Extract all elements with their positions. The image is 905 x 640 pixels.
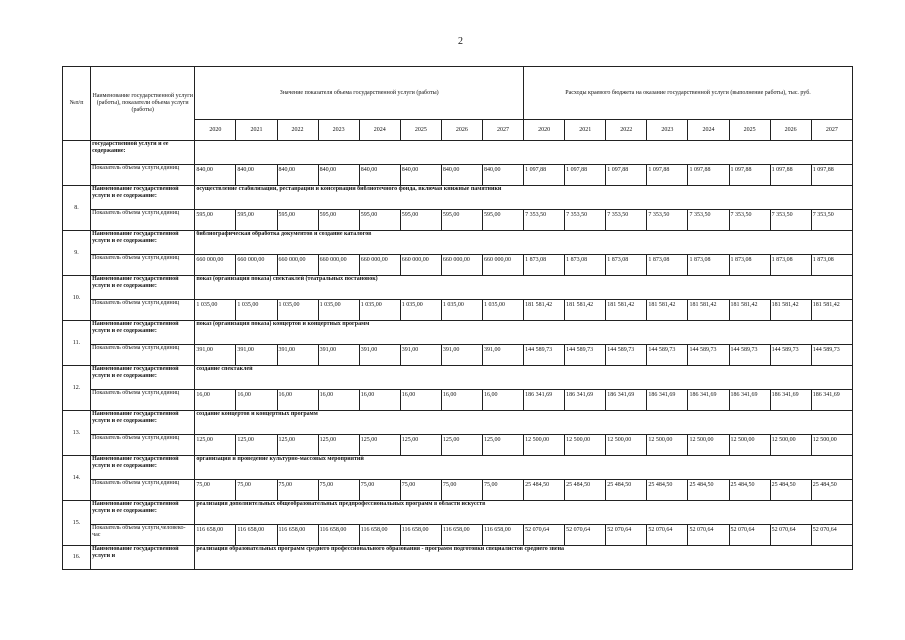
volume-value-cell: 840,00 <box>277 165 318 186</box>
expense-value-cell: 7 353,50 <box>729 210 770 231</box>
expense-value-cell: 1 873,08 <box>770 255 811 276</box>
volume-value-cell: 1 035,00 <box>359 300 400 321</box>
volume-value-cell: 391,00 <box>482 345 523 366</box>
volume-value-cell: 391,00 <box>400 345 441 366</box>
row-number: 15. <box>63 501 91 546</box>
service-name-row <box>63 186 853 210</box>
expense-value-cell: 25 484,50 <box>606 480 647 501</box>
volume-value-cell: 660 000,00 <box>318 255 359 276</box>
expense-value-cell: 181 581,42 <box>647 300 688 321</box>
service-name-row <box>63 231 853 255</box>
volume-value-cell: 16,00 <box>400 390 441 411</box>
expense-value-cell: 144 589,73 <box>811 345 852 366</box>
expense-value-cell: 12 500,00 <box>729 435 770 456</box>
header-year-values: 2021 <box>236 120 277 141</box>
expense-value-cell: 1 873,08 <box>524 255 565 276</box>
expense-value-cell: 1 097,88 <box>606 165 647 186</box>
expense-value-cell: 181 581,42 <box>688 300 729 321</box>
row-number: 16. <box>63 546 91 570</box>
indicator-row <box>63 165 853 186</box>
indicator-label: Показатель объема услуги,единиц <box>91 480 195 501</box>
row-number: 9. <box>63 231 91 276</box>
indicator-row <box>63 345 853 366</box>
expense-value-cell: 1 873,08 <box>647 255 688 276</box>
row-number: 10. <box>63 276 91 321</box>
service-name-label: Наименование государственной услуги и ее содержание: <box>91 366 195 390</box>
volume-value-cell: 16,00 <box>441 390 482 411</box>
service-name-label: Наименование государственной услуги и <box>91 546 195 570</box>
indicator-row <box>63 300 853 321</box>
volume-value-cell: 391,00 <box>318 345 359 366</box>
page-number: 2 <box>458 36 463 47</box>
service-description: реализация дополнительных общеобразовательных предпрофессиональных программ в области искусств <box>195 501 853 525</box>
expense-value-cell: 52 070,64 <box>565 525 606 546</box>
expense-value-cell: 25 484,50 <box>729 480 770 501</box>
service-name-label: Наименование государственной услуги и ее содержание: <box>91 456 195 480</box>
volume-value-cell: 660 000,00 <box>236 255 277 276</box>
expense-value-cell: 144 589,73 <box>565 345 606 366</box>
volume-value-cell: 840,00 <box>359 165 400 186</box>
volume-value-cell: 1 035,00 <box>195 300 236 321</box>
expense-value-cell: 25 484,50 <box>770 480 811 501</box>
volume-value-cell: 840,00 <box>236 165 277 186</box>
expense-value-cell: 25 484,50 <box>811 480 852 501</box>
header-budget-expenses: Расходы краевого бюджета на оказание государственной услуги (выполнение работы), тыс. руб. <box>524 67 853 120</box>
expense-value-cell: 186 341,69 <box>565 390 606 411</box>
header-year-values: 2025 <box>400 120 441 141</box>
expense-value-cell: 144 589,73 <box>688 345 729 366</box>
expense-value-cell: 12 500,00 <box>688 435 729 456</box>
expense-value-cell: 1 873,08 <box>811 255 852 276</box>
expense-value-cell: 1 097,88 <box>811 165 852 186</box>
expense-value-cell: 12 500,00 <box>770 435 811 456</box>
indicator-row <box>63 480 853 501</box>
expense-value-cell: 25 484,50 <box>565 480 606 501</box>
expense-value-cell: 186 341,69 <box>688 390 729 411</box>
expense-value-cell: 7 353,50 <box>524 210 565 231</box>
expense-value-cell: 1 097,88 <box>524 165 565 186</box>
volume-value-cell: 391,00 <box>277 345 318 366</box>
expense-value-cell: 7 353,50 <box>770 210 811 231</box>
service-description: создание спектаклей <box>195 366 853 390</box>
service-name-row <box>63 141 853 165</box>
volume-value-cell: 75,00 <box>400 480 441 501</box>
volume-value-cell: 75,00 <box>195 480 236 501</box>
service-name-row <box>63 366 853 390</box>
volume-value-cell: 660 000,00 <box>277 255 318 276</box>
volume-value-cell: 125,00 <box>359 435 400 456</box>
expense-value-cell: 181 581,42 <box>811 300 852 321</box>
expense-value-cell: 7 353,50 <box>647 210 688 231</box>
expense-value-cell: 144 589,73 <box>729 345 770 366</box>
expense-value-cell: 12 500,00 <box>565 435 606 456</box>
expense-value-cell: 181 581,42 <box>565 300 606 321</box>
expense-value-cell: 186 341,69 <box>729 390 770 411</box>
service-name-row <box>63 276 853 300</box>
volume-value-cell: 75,00 <box>359 480 400 501</box>
indicator-label: Показатель объема услуги,единиц <box>91 390 195 411</box>
expense-value-cell: 186 341,69 <box>811 390 852 411</box>
volume-value-cell: 116 658,00 <box>482 525 523 546</box>
volume-value-cell: 116 658,00 <box>359 525 400 546</box>
expense-value-cell: 181 581,42 <box>606 300 647 321</box>
indicator-row <box>63 210 853 231</box>
volume-value-cell: 1 035,00 <box>277 300 318 321</box>
volume-value-cell: 660 000,00 <box>441 255 482 276</box>
row-number <box>63 141 91 186</box>
service-description: реализация образовательных программ среднего профессионального образования - программ подготовки специалистов среднего звена <box>195 546 853 570</box>
expense-value-cell: 144 589,73 <box>770 345 811 366</box>
service-description: организация и проведение культурно-массовых мероприятий <box>195 456 853 480</box>
header-year-expenses: 2027 <box>811 120 852 141</box>
volume-value-cell: 840,00 <box>482 165 523 186</box>
header-year-expenses: 2020 <box>524 120 565 141</box>
expense-value-cell: 1 873,08 <box>565 255 606 276</box>
volume-value-cell: 116 658,00 <box>195 525 236 546</box>
volume-value-cell: 595,00 <box>195 210 236 231</box>
expense-value-cell: 1 097,88 <box>770 165 811 186</box>
expense-value-cell: 186 341,69 <box>770 390 811 411</box>
volume-value-cell: 840,00 <box>195 165 236 186</box>
expense-value-cell: 1 873,08 <box>688 255 729 276</box>
expense-value-cell: 181 581,42 <box>524 300 565 321</box>
header-year-values: 2020 <box>195 120 236 141</box>
service-description: показ (организация показа) концертов и концертных программ <box>195 321 853 345</box>
services-table <box>62 66 853 570</box>
service-name-row <box>63 546 853 570</box>
expense-value-cell: 52 070,64 <box>770 525 811 546</box>
service-name-label: Наименование государственной услуги и ее содержание: <box>91 186 195 210</box>
service-name-row <box>63 411 853 435</box>
volume-value-cell: 16,00 <box>482 390 523 411</box>
expense-value-cell: 186 341,69 <box>647 390 688 411</box>
expense-value-cell: 52 070,64 <box>647 525 688 546</box>
expense-value-cell: 7 353,50 <box>811 210 852 231</box>
row-number: 13. <box>63 411 91 456</box>
volume-value-cell: 16,00 <box>236 390 277 411</box>
service-name-label: Наименование государственной услуги и ее содержание: <box>91 276 195 300</box>
service-name-label: Наименование государственной услуги и ее содержание: <box>91 411 195 435</box>
expense-value-cell: 1 873,08 <box>606 255 647 276</box>
expense-value-cell: 1 873,08 <box>729 255 770 276</box>
expense-value-cell: 144 589,73 <box>606 345 647 366</box>
volume-value-cell: 116 658,00 <box>236 525 277 546</box>
expense-value-cell: 1 097,88 <box>688 165 729 186</box>
expense-value-cell: 25 484,50 <box>524 480 565 501</box>
expense-value-cell: 12 500,00 <box>524 435 565 456</box>
service-description <box>195 141 853 165</box>
service-name-row <box>63 501 853 525</box>
expense-value-cell: 186 341,69 <box>606 390 647 411</box>
volume-value-cell: 116 658,00 <box>441 525 482 546</box>
volume-value-cell: 16,00 <box>318 390 359 411</box>
indicator-label: Показатель объема услуги,единиц <box>91 210 195 231</box>
expense-value-cell: 52 070,64 <box>688 525 729 546</box>
indicator-row <box>63 390 853 411</box>
volume-value-cell: 125,00 <box>441 435 482 456</box>
volume-value-cell: 75,00 <box>441 480 482 501</box>
volume-value-cell: 116 658,00 <box>277 525 318 546</box>
volume-value-cell: 391,00 <box>236 345 277 366</box>
service-description: создание концертов и концертных программ <box>195 411 853 435</box>
header-number: №п/п <box>63 67 91 141</box>
volume-value-cell: 1 035,00 <box>441 300 482 321</box>
indicator-label: Показатель объема услуги,единиц <box>91 300 195 321</box>
expense-value-cell: 7 353,50 <box>606 210 647 231</box>
indicator-row <box>63 525 853 546</box>
volume-value-cell: 660 000,00 <box>195 255 236 276</box>
header-year-expenses: 2022 <box>606 120 647 141</box>
expense-value-cell: 25 484,50 <box>688 480 729 501</box>
indicator-label: Показатель объема услуги,единиц <box>91 255 195 276</box>
volume-value-cell: 840,00 <box>318 165 359 186</box>
volume-value-cell: 125,00 <box>195 435 236 456</box>
header-volume-values: Значение показателя объема государственной услуги (работы) <box>195 67 524 120</box>
row-number: 8. <box>63 186 91 231</box>
volume-value-cell: 660 000,00 <box>400 255 441 276</box>
expense-value-cell: 186 341,69 <box>524 390 565 411</box>
volume-value-cell: 75,00 <box>318 480 359 501</box>
header-service-name: Наименование государственной услуги (работы), показатели объема услуги (работы) <box>91 67 195 141</box>
service-name-label: государственной услуги и ее содержание: <box>91 141 195 165</box>
indicator-row <box>63 435 853 456</box>
expense-value-cell: 7 353,50 <box>565 210 606 231</box>
volume-value-cell: 595,00 <box>277 210 318 231</box>
row-number: 14. <box>63 456 91 501</box>
expense-value-cell: 1 097,88 <box>647 165 688 186</box>
volume-value-cell: 125,00 <box>318 435 359 456</box>
header-year-expenses: 2024 <box>688 120 729 141</box>
expense-value-cell: 7 353,50 <box>688 210 729 231</box>
volume-value-cell: 75,00 <box>482 480 523 501</box>
expense-value-cell: 12 500,00 <box>606 435 647 456</box>
header-year-expenses: 2023 <box>647 120 688 141</box>
expense-value-cell: 12 500,00 <box>811 435 852 456</box>
volume-value-cell: 391,00 <box>359 345 400 366</box>
volume-value-cell: 75,00 <box>236 480 277 501</box>
expense-value-cell: 52 070,64 <box>729 525 770 546</box>
volume-value-cell: 75,00 <box>277 480 318 501</box>
volume-value-cell: 16,00 <box>277 390 318 411</box>
expense-value-cell: 52 070,64 <box>811 525 852 546</box>
volume-value-cell: 125,00 <box>400 435 441 456</box>
volume-value-cell: 595,00 <box>359 210 400 231</box>
volume-value-cell: 1 035,00 <box>400 300 441 321</box>
service-name-label: Наименование государственной услуги и ее содержание: <box>91 231 195 255</box>
volume-value-cell: 125,00 <box>277 435 318 456</box>
volume-value-cell: 16,00 <box>195 390 236 411</box>
volume-value-cell: 1 035,00 <box>236 300 277 321</box>
volume-value-cell: 125,00 <box>482 435 523 456</box>
volume-value-cell: 840,00 <box>400 165 441 186</box>
indicator-label: Показатель объема услуги,единиц <box>91 165 195 186</box>
service-name-row <box>63 321 853 345</box>
service-description: осуществление стабилизации, реставрации и консервации библиотечного фонда, включая книжные памятники <box>195 186 853 210</box>
service-name-label: Наименование государственной услуги и ее содержание: <box>91 501 195 525</box>
header-year-expenses: 2025 <box>729 120 770 141</box>
expense-value-cell: 181 581,42 <box>770 300 811 321</box>
volume-value-cell: 660 000,00 <box>359 255 400 276</box>
header-year-values: 2024 <box>359 120 400 141</box>
service-name-label: Наименование государственной услуги и ее содержание: <box>91 321 195 345</box>
expense-value-cell: 1 097,88 <box>729 165 770 186</box>
expense-value-cell: 52 070,64 <box>524 525 565 546</box>
header-year-expenses: 2026 <box>770 120 811 141</box>
volume-value-cell: 840,00 <box>441 165 482 186</box>
indicator-label: Показатель объема услуги,человеко-час <box>91 525 195 546</box>
volume-value-cell: 595,00 <box>400 210 441 231</box>
header-year-values: 2023 <box>318 120 359 141</box>
service-name-row <box>63 456 853 480</box>
volume-value-cell: 391,00 <box>195 345 236 366</box>
volume-value-cell: 16,00 <box>359 390 400 411</box>
header-year-values: 2027 <box>482 120 523 141</box>
expense-value-cell: 144 589,73 <box>524 345 565 366</box>
row-number: 11. <box>63 321 91 366</box>
volume-value-cell: 595,00 <box>482 210 523 231</box>
service-description: библиографическая обработка документов и создание каталогов <box>195 231 853 255</box>
indicator-label: Показатель объема услуги,единиц <box>91 435 195 456</box>
expense-value-cell: 12 500,00 <box>647 435 688 456</box>
expense-value-cell: 1 097,88 <box>565 165 606 186</box>
volume-value-cell: 595,00 <box>441 210 482 231</box>
volume-value-cell: 595,00 <box>318 210 359 231</box>
indicator-label: Показатель объема услуги,единиц <box>91 345 195 366</box>
header-year-expenses: 2021 <box>565 120 606 141</box>
expense-value-cell: 144 589,73 <box>647 345 688 366</box>
expense-value-cell: 25 484,50 <box>647 480 688 501</box>
volume-value-cell: 595,00 <box>236 210 277 231</box>
expense-value-cell: 52 070,64 <box>606 525 647 546</box>
header-year-values: 2022 <box>277 120 318 141</box>
expense-value-cell: 181 581,42 <box>729 300 770 321</box>
volume-value-cell: 1 035,00 <box>482 300 523 321</box>
volume-value-cell: 125,00 <box>236 435 277 456</box>
volume-value-cell: 116 658,00 <box>318 525 359 546</box>
row-number: 12. <box>63 366 91 411</box>
volume-value-cell: 1 035,00 <box>318 300 359 321</box>
service-description: показ (организация показа) спектаклей (театральных постановок) <box>195 276 853 300</box>
indicator-row <box>63 255 853 276</box>
volume-value-cell: 660 000,00 <box>482 255 523 276</box>
volume-value-cell: 116 658,00 <box>400 525 441 546</box>
volume-value-cell: 391,00 <box>441 345 482 366</box>
header-year-values: 2026 <box>441 120 482 141</box>
